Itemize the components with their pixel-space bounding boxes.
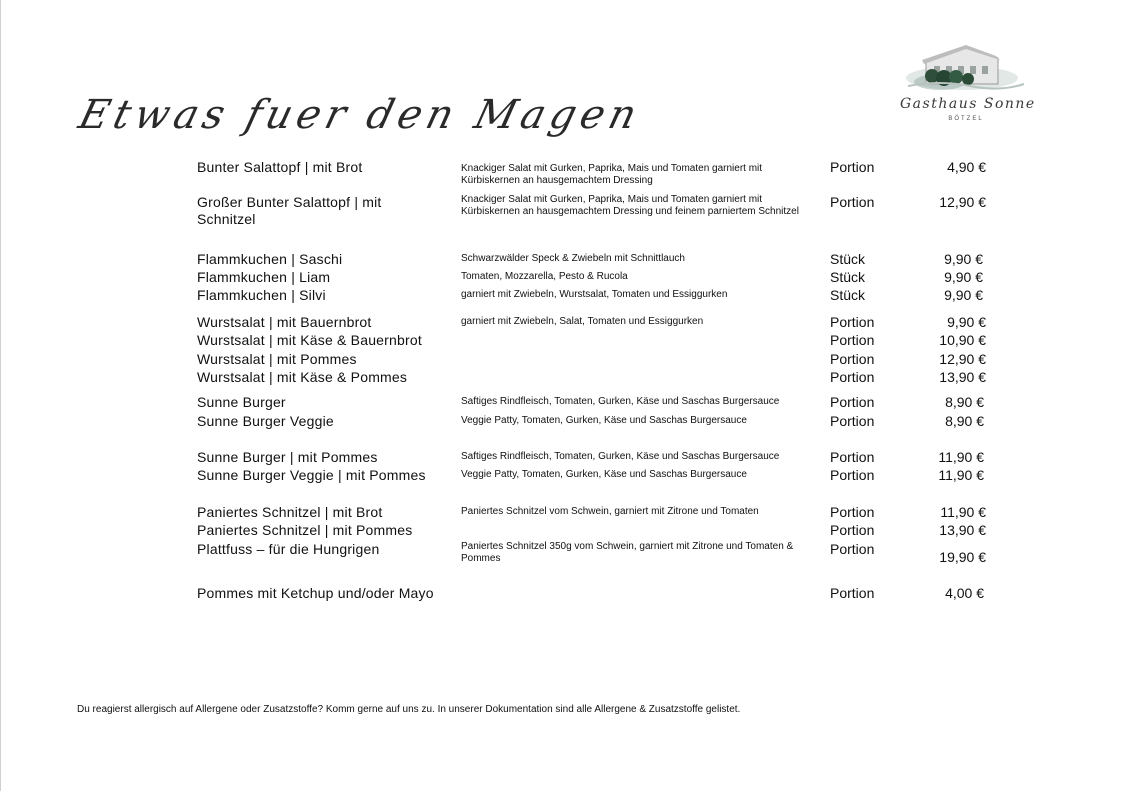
item-name: Wurstsalat | mit Pommes xyxy=(197,351,357,367)
item-unit: Portion xyxy=(830,351,875,367)
item-description: Saftiges Rindfleisch, Tomaten, Gurken, Käse und Saschas Burgersauce xyxy=(461,451,780,462)
item-description: Saftiges Rindfleisch, Tomaten, Gurken, Käse und Saschas Burgersauce xyxy=(461,396,780,407)
item-unit: Portion xyxy=(830,314,875,330)
item-unit: Stück xyxy=(830,269,866,285)
item-unit: Portion xyxy=(830,449,875,465)
item-unit: Portion xyxy=(830,413,875,429)
item-price: 10,90 € xyxy=(939,332,986,348)
item-price: 9,90 € xyxy=(947,314,986,330)
item-description: garniert mit Zwiebeln, Wurstsalat, Tomaten und Essiggurken xyxy=(461,289,728,300)
item-name: Wurstsalat | mit Käse & Bauernbrot xyxy=(197,332,422,348)
item-unit: Portion xyxy=(830,159,875,175)
item-name: Großer Bunter Salattopf | mit Schnitzel xyxy=(197,194,382,227)
item-description: Veggie Patty, Tomaten, Gurken, Käse und Saschas Burgersauce xyxy=(461,415,747,426)
item-description: Tomaten, Mozzarella, Pesto & Rucola xyxy=(461,271,628,282)
item-description: garniert mit Zwiebeln, Salat, Tomaten und Essiggurken xyxy=(461,316,704,327)
item-name: Sunne Burger | mit Pommes xyxy=(197,449,378,465)
item-unit: Portion xyxy=(830,332,875,348)
item-unit: Stück xyxy=(830,251,866,267)
item-price: 11,90 € xyxy=(938,449,984,465)
item-description: Veggie Patty, Tomaten, Gurken, Käse und Saschas Burgersauce xyxy=(461,469,747,480)
allergen-note: Du reagierst allergisch auf Allergene oder Zusatzstoffe? Komm gerne auf uns zu. In unserer Dokumentation sind alle Allergene & Zusatzstoffe gelistet. xyxy=(77,704,741,715)
item-name: Wurstsalat | mit Bauernbrot xyxy=(197,314,372,330)
item-unit: Portion xyxy=(830,394,875,410)
item-price: 13,90 € xyxy=(939,522,986,538)
item-price: 9,90 € xyxy=(944,287,983,303)
item-name: Sunne Burger Veggie xyxy=(197,413,334,429)
item-description: Paniertes Schnitzel vom Schwein, garniert mit Zitrone und Tomaten xyxy=(461,506,759,517)
item-name: Flammkuchen | Silvi xyxy=(197,287,326,303)
item-name: Wurstsalat | mit Käse & Pommes xyxy=(197,369,408,385)
item-unit: Stück xyxy=(830,287,866,303)
item-price: 11,90 € xyxy=(938,467,984,483)
item-unit: Portion xyxy=(830,369,875,385)
item-price: 19,90 € xyxy=(939,549,986,565)
item-name: Flammkuchen | Liam xyxy=(197,269,331,285)
item-unit: Portion xyxy=(830,541,875,557)
item-unit: Portion xyxy=(830,467,875,483)
item-description: Paniertes Schnitzel 350g vom Schwein, garniert mit Zitrone und Tomaten & Pommes xyxy=(461,541,794,564)
logo-subtitle: BÖTZEL xyxy=(948,116,984,122)
item-price: 9,90 € xyxy=(944,251,983,267)
item-price: 4,90 € xyxy=(947,159,986,175)
item-price: 12,90 € xyxy=(939,351,986,367)
menu-title-text: Etwas fuer den Magen xyxy=(74,92,647,138)
item-unit: Portion xyxy=(830,504,875,520)
item-unit: Portion xyxy=(830,522,875,538)
item-description: Schwarzwälder Speck & Zwiebeln mit Schnittlauch xyxy=(461,253,685,264)
item-unit: Portion xyxy=(830,194,875,210)
item-name: Bunter Salattopf | mit Brot xyxy=(197,159,363,175)
item-price: 13,90 € xyxy=(939,369,986,385)
item-description: Knackiger Salat mit Gurken, Paprika, Mais und Tomaten garniert mit Kürbiskernen an hausgemachtem Dressing xyxy=(461,163,763,186)
item-name: Sunne Burger Veggie | mit Pommes xyxy=(197,467,426,483)
item-name: Flammkuchen | Saschi xyxy=(197,251,343,267)
item-name: Paniertes Schnitzel | mit Pommes xyxy=(197,522,413,538)
item-price: 9,90 € xyxy=(944,269,983,285)
item-price: 11,90 € xyxy=(940,504,986,520)
item-name: Paniertes Schnitzel | mit Brot xyxy=(197,504,383,520)
item-name: Sunne Burger xyxy=(197,394,286,410)
item-price: 4,00 € xyxy=(945,585,984,601)
item-unit: Portion xyxy=(830,585,875,601)
item-description: Knackiger Salat mit Gurken, Paprika, Mais und Tomaten garniert mit Kürbiskernen an hausgemachtem Dressing und feinem parniertem Schnitzel xyxy=(461,194,799,217)
item-price: 12,90 € xyxy=(939,194,986,210)
logo-name: Gasthaus Sonne xyxy=(900,96,1036,112)
item-price: 8,90 € xyxy=(945,394,984,410)
item-name: Pommes mit Ketchup und/oder Mayo xyxy=(197,585,434,601)
item-price: 8,90 € xyxy=(945,413,984,429)
item-name: Plattfuss – für die Hungrigen xyxy=(197,541,380,557)
